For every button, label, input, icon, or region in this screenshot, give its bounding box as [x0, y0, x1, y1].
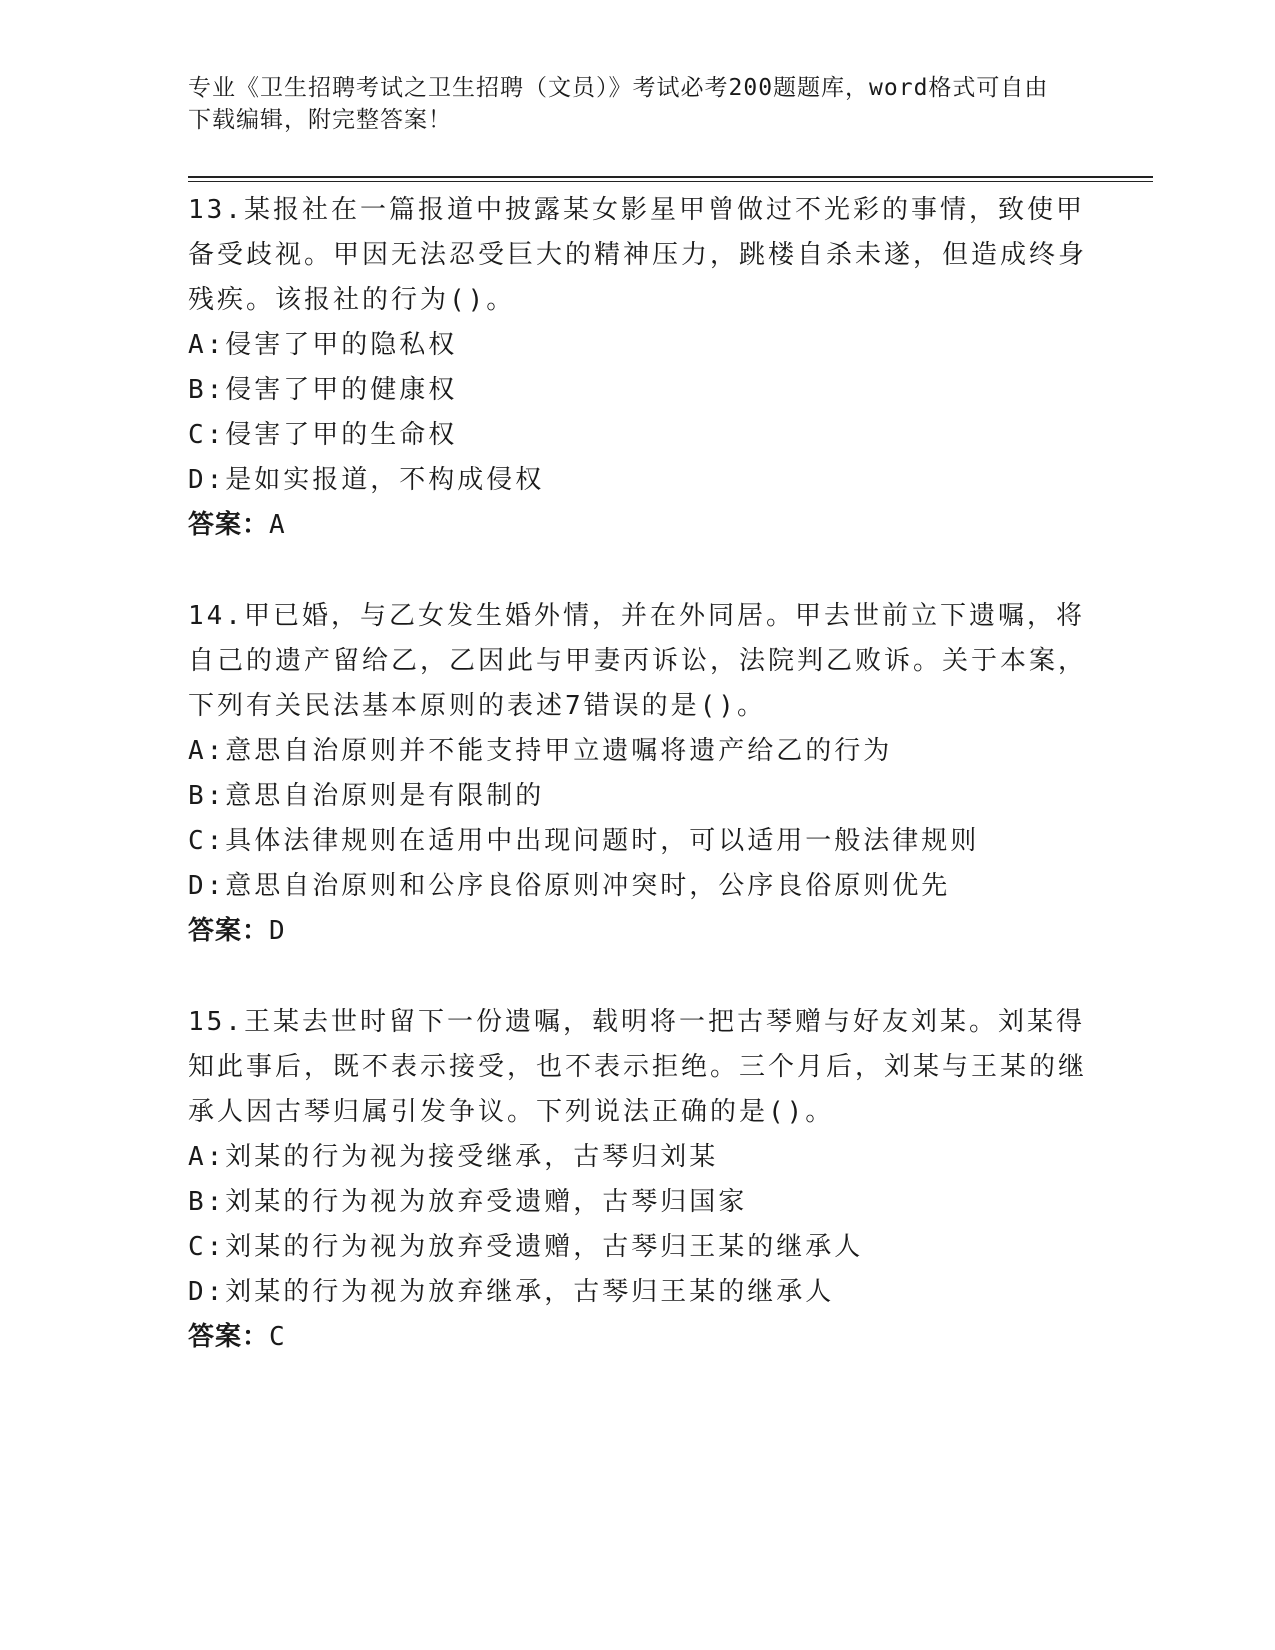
header-divider-thin: [188, 181, 1153, 182]
option-c: C:侵害了甲的生命权: [188, 420, 458, 450]
option-b: B:刘某的行为视为放弃受遗赠，古琴归国家: [188, 1187, 748, 1217]
question-text: 14.甲已婚，与乙女发生婚外情，并在外同居。甲去世前立下遗嘱，将自己的遗产留给乙，乙因此与甲妻丙诉讼，法院判乙败诉。关于本案，下列有关民法基本原则的表述7错误的是()。: [188, 601, 1088, 721]
page-header: 专业《卫生招聘考试之卫生招聘（文员）》考试必考200题题库，word格式可自由下载编辑，附完整答案！: [188, 75, 1049, 133]
answer-label: 答案：: [188, 1322, 270, 1352]
answer-line: [188, 503, 1088, 548]
option-b: B:意思自治原则是有限制的: [188, 781, 545, 811]
question-14: [188, 594, 1088, 954]
question-list: [188, 188, 1088, 1406]
option-a: A:刘某的行为视为接受继承，古琴归刘某: [188, 1142, 719, 1172]
question-15: [188, 1000, 1088, 1360]
question-text: 15.王某去世时留下一份遗嘱，载明将一把古琴赠与好友刘某。刘某得知此事后，既不表示接受，也不表示拒绝。三个月后，刘某与王某的继承人因古琴归属引发争议。下列说法正确的是()。: [188, 1007, 1088, 1127]
option-c: C:刘某的行为视为放弃受遗赠，古琴归王某的继承人: [188, 1232, 864, 1262]
option-c: C:具体法律规则在适用中出现问题时，可以适用一般法律规则: [188, 826, 980, 856]
answer-value: C: [269, 1322, 286, 1352]
option-b: B:侵害了甲的健康权: [188, 375, 458, 405]
answer-value: D: [269, 916, 286, 946]
option-a: A:意思自治原则并不能支持甲立遗嘱将遗产给乙的行为: [188, 736, 893, 766]
answer-line: [188, 909, 1088, 954]
option-d: D:刘某的行为视为放弃继承，古琴归王某的继承人: [188, 1277, 835, 1307]
option-d: D:是如实报道，不构成侵权: [188, 465, 545, 495]
question-text: 13.某报社在一篇报道中披露某女影星甲曾做过不光彩的事情，致使甲备受歧视。甲因无法忍受巨大的精神压力，跳楼自杀未遂，但造成终身残疾。该报社的行为()。: [188, 195, 1088, 315]
answer-label: 答案：: [188, 510, 270, 540]
answer-label: 答案：: [188, 916, 270, 946]
answer-line: [188, 1315, 1088, 1360]
option-d: D:意思自治原则和公序良俗原则冲突时，公序良俗原则优先: [188, 871, 951, 901]
option-a: A:侵害了甲的隐私权: [188, 330, 458, 360]
question-13: [188, 188, 1088, 548]
answer-value: A: [269, 510, 286, 540]
header-divider-thick: [188, 176, 1153, 178]
